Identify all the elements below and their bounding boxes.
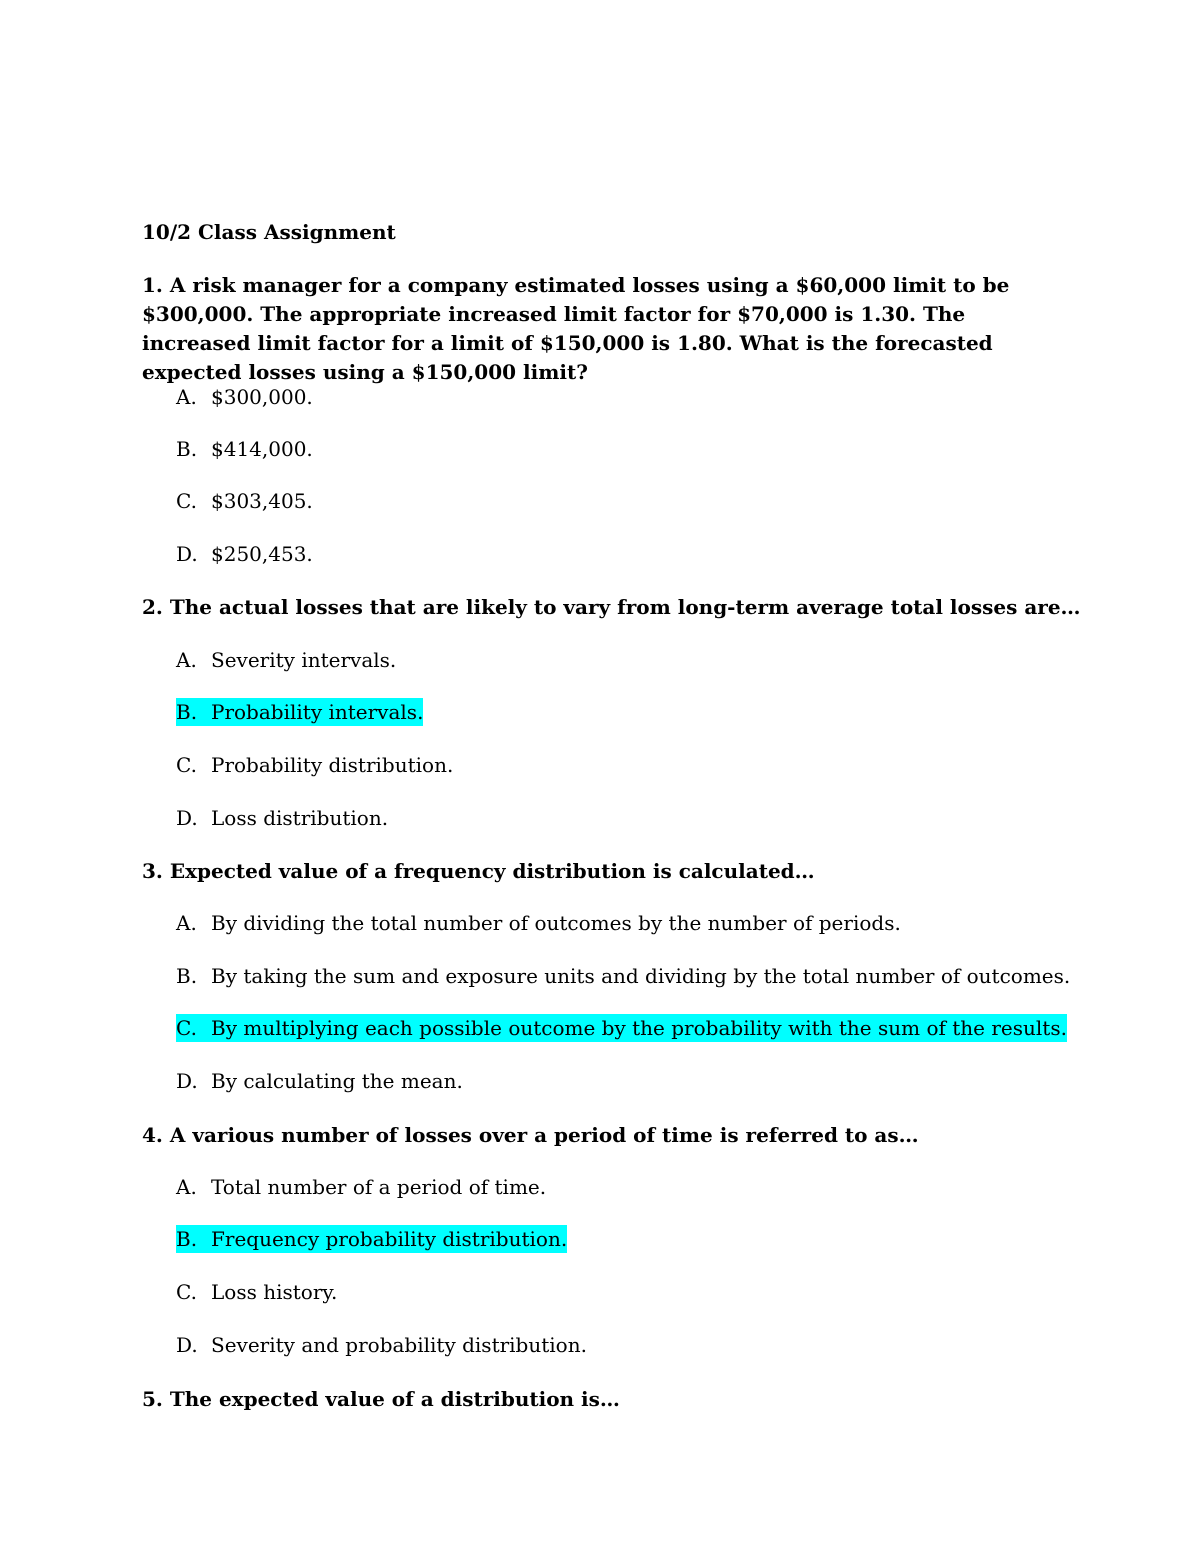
q3-option-c-highlighted bbox=[176, 1014, 1067, 1042]
option-text: By taking the sum and exposure units and dividing by the total number of outcomes. bbox=[211, 964, 1071, 988]
option-letter: B. bbox=[176, 964, 198, 988]
option-text: Frequency probability distribution. bbox=[211, 1227, 568, 1251]
q2-option-a bbox=[176, 646, 396, 674]
option-letter: B. bbox=[176, 1227, 198, 1251]
option-text: By multiplying each possible outcome by the probability with the sum of the results. bbox=[211, 1016, 1067, 1040]
question-2: 2. The actual losses that are likely to vary from long-term average total losses are… bbox=[142, 595, 1081, 619]
option-text: By dividing the total number of outcomes by the number of periods. bbox=[211, 911, 901, 935]
option-text: By calculating the mean. bbox=[211, 1069, 463, 1093]
q4-option-a bbox=[176, 1173, 546, 1201]
q4-option-c bbox=[176, 1278, 337, 1306]
q4-option-b-highlighted bbox=[176, 1225, 567, 1253]
option-letter: D. bbox=[176, 1069, 198, 1093]
option-letter: D. bbox=[176, 806, 198, 830]
question-1: 1. A risk manager for a company estimated losses using a $60,000 limit to be $300,000. The appropriate increased limit factor for $70,000 is 1.30. The increased limit factor for a limit of $150,000 is 1.80. What is the forecasted expected losses using a $150,000 limit? bbox=[142, 273, 1010, 384]
option-letter: C. bbox=[176, 1280, 197, 1304]
option-letter: A. bbox=[176, 1175, 197, 1199]
option-text: Loss history. bbox=[211, 1280, 338, 1304]
option-text: Probability distribution. bbox=[211, 753, 454, 777]
q2-option-c bbox=[176, 751, 453, 779]
question-5: 5. The expected value of a distribution is… bbox=[142, 1387, 620, 1411]
option-letter: B. bbox=[176, 700, 198, 724]
option-letter: C. bbox=[176, 753, 197, 777]
option-letter: A. bbox=[176, 385, 197, 409]
question-3: 3. Expected value of a frequency distribution is calculated… bbox=[142, 859, 815, 883]
q1-option-a bbox=[176, 383, 313, 411]
q3-option-a bbox=[176, 909, 901, 937]
question-4: 4. A various number of losses over a period of time is referred to as… bbox=[142, 1123, 919, 1147]
option-text: Severity intervals. bbox=[211, 648, 397, 672]
option-text: Total number of a period of time. bbox=[211, 1175, 547, 1199]
q2-option-b-highlighted bbox=[176, 698, 423, 726]
q1-option-b bbox=[176, 435, 313, 463]
option-letter: B. bbox=[176, 437, 198, 461]
option-letter: A. bbox=[176, 648, 197, 672]
page-title: 10/2 Class Assignment bbox=[142, 220, 396, 244]
option-letter: C. bbox=[176, 489, 197, 513]
option-text: $303,405. bbox=[211, 489, 313, 513]
option-text: $250,453. bbox=[211, 542, 313, 566]
q1-option-c bbox=[176, 487, 313, 515]
option-letter: D. bbox=[176, 1333, 198, 1357]
option-text: Severity and probability distribution. bbox=[211, 1333, 587, 1357]
q4-option-d bbox=[176, 1331, 587, 1359]
option-text: $300,000. bbox=[211, 385, 313, 409]
q1-option-d bbox=[176, 540, 313, 568]
option-letter: D. bbox=[176, 542, 198, 566]
q3-option-b bbox=[176, 962, 1070, 990]
q3-option-d bbox=[176, 1067, 463, 1095]
option-letter: A. bbox=[176, 911, 197, 935]
option-text: Loss distribution. bbox=[211, 806, 389, 830]
q2-option-d bbox=[176, 804, 388, 832]
option-text: Probability intervals. bbox=[211, 700, 424, 724]
option-text: $414,000. bbox=[211, 437, 313, 461]
option-letter: C. bbox=[176, 1016, 197, 1040]
